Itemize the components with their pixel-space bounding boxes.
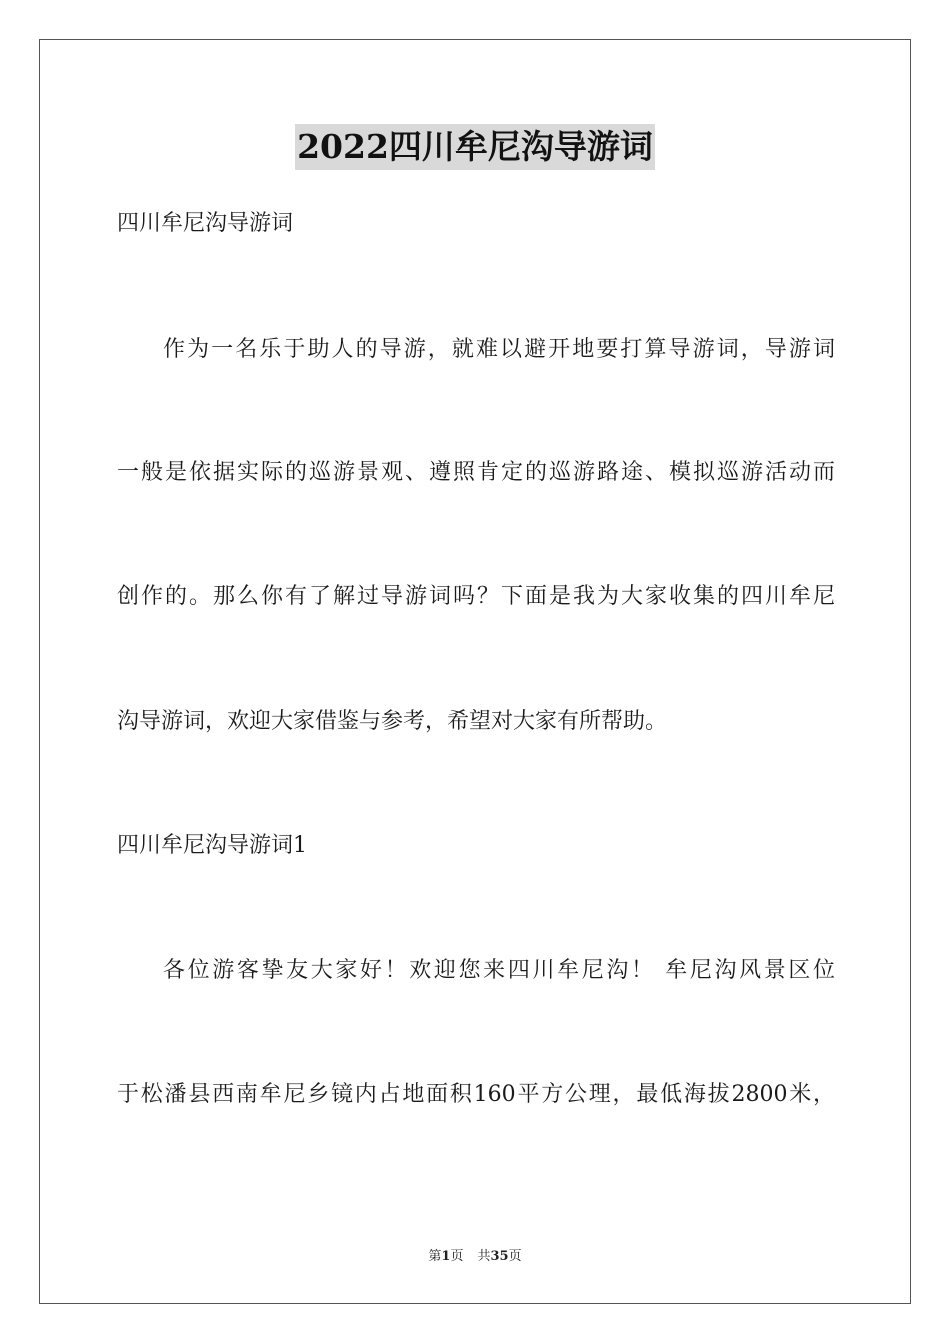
total-label-prefix: 共: [477, 1249, 491, 1264]
paragraph-line: 作为一名乐于助人的导游，就难以避开地要打算导游词，导游词: [163, 337, 835, 362]
page-label-prefix: 第: [428, 1249, 442, 1264]
total-label-suffix: 页: [508, 1249, 522, 1264]
subtitle-line: 四川牟尼沟导游词: [117, 211, 294, 236]
title-container: [0, 124, 950, 170]
current-page-number: 1: [441, 1249, 451, 1264]
paragraph-line: 沟导游词，欢迎大家借鉴与参考，希望对大家有所帮助。: [117, 709, 668, 734]
document-title: 2022四川牟尼沟导游词: [295, 124, 655, 170]
page-label-suffix: 页: [450, 1249, 464, 1264]
page-footer: [0, 1248, 950, 1266]
section-heading: 四川牟尼沟导游词1: [117, 833, 307, 858]
paragraph-line: 于松潘县西南牟尼乡镜内占地面积160平方公理，最低海拔2800米，: [117, 1082, 835, 1107]
paragraph-line: 创作的。那么你有了解过导游词吗？下面是我为大家收集的四川牟尼: [117, 584, 835, 609]
total-pages-number: 35: [490, 1249, 509, 1264]
paragraph-line: 各位游客挚友大家好！欢迎您来四川牟尼沟！ 牟尼沟风景区位: [163, 958, 835, 983]
paragraph-line: 一般是依据实际的巡游景观、遵照肯定的巡游路途、模拟巡游活动而: [117, 460, 835, 485]
